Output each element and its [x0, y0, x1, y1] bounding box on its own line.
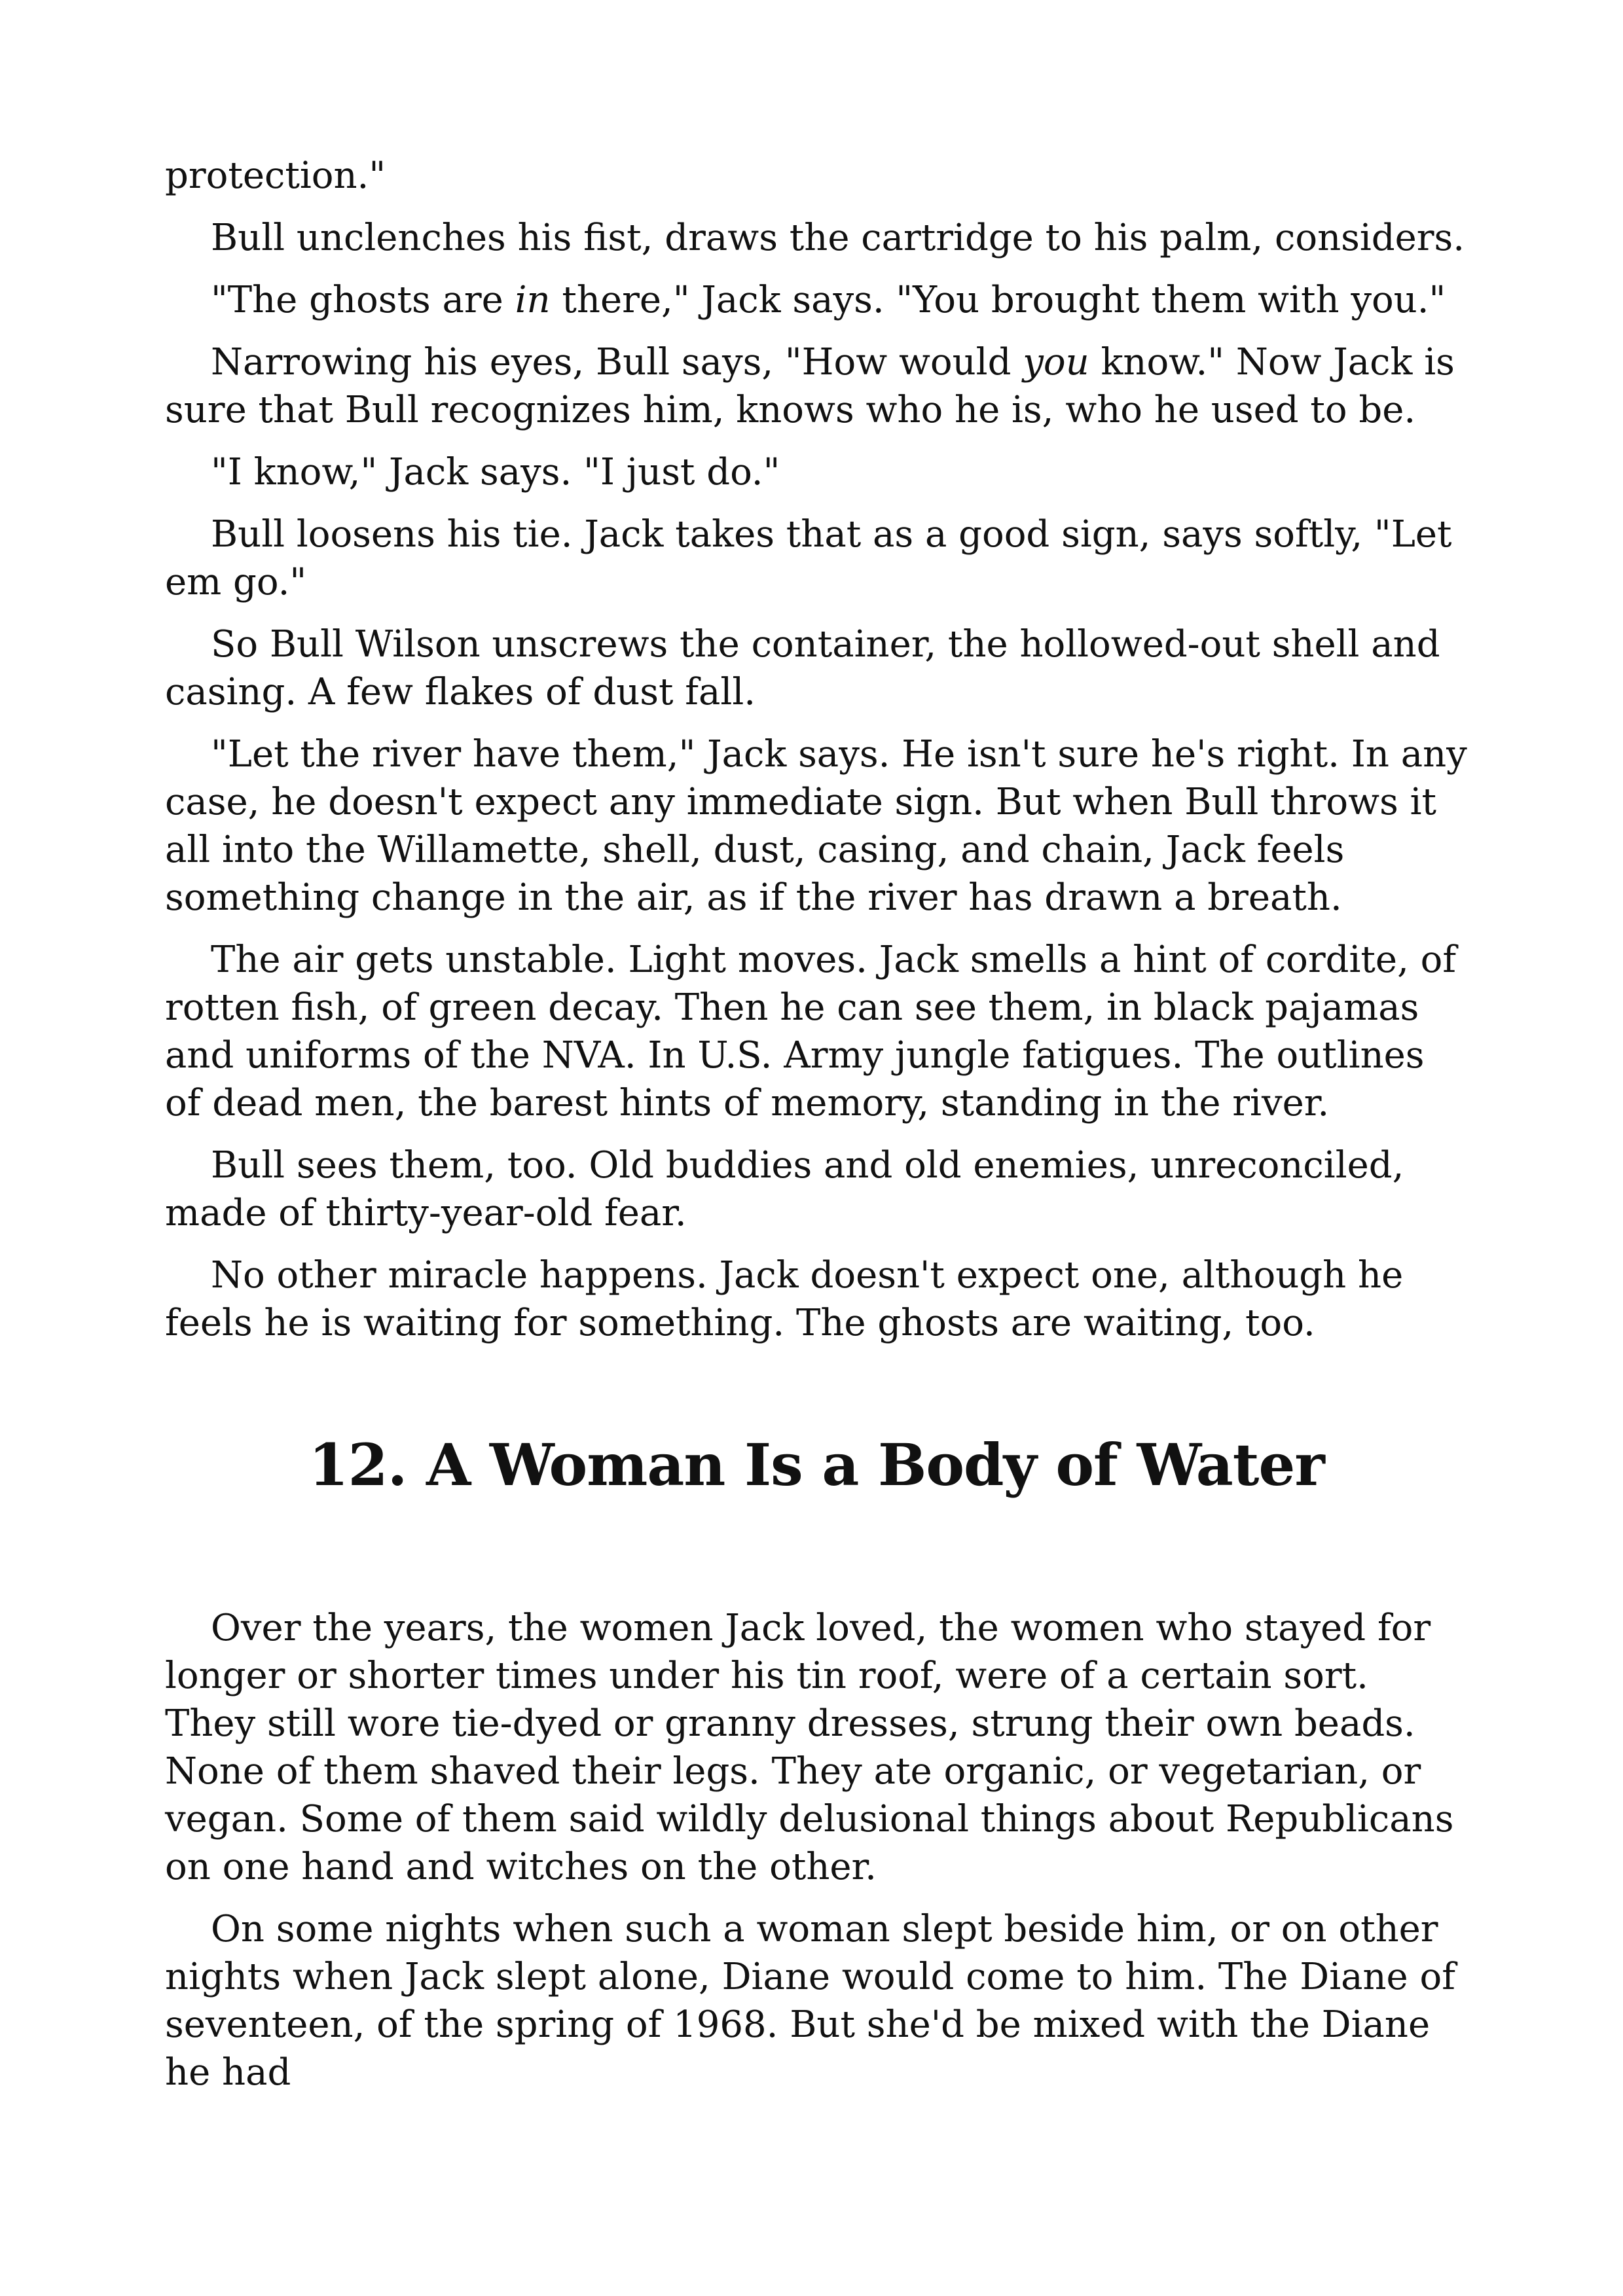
italic-word: in — [515, 279, 551, 321]
book-page — [165, 152, 1468, 2111]
paragraph: So Bull Wilson unscrews the container, the hollowed-out shell and casing. A few flakes of dust fall. — [165, 623, 1440, 713]
paragraph: Bull sees them, too. Old buddies and old enemies, unreconciled, made of thirty-year-old fear. — [165, 1144, 1404, 1234]
paragraph: "Let the river have them," Jack says. He isn't sure he's right. In any case, he doesn't expect any immediate sign. But when Bull throws it all into the Willamette, shell, dust, casing, and chain, Jack feels something change in the air, as if the river has drawn a breath. — [165, 733, 1467, 919]
paragraph: The air gets unstable. Light moves. Jack smells a hint of cordite, of rotten fish, of green decay. Then he can see them, in black pajamas and uniforms of the NVA. In U.S. Army jungle fatigues. The outlines of dead men, the barest hints of memory, standing in the river. — [165, 939, 1457, 1124]
paragraph — [165, 276, 1468, 324]
paragraph — [165, 338, 1468, 434]
italic-word: you — [1023, 341, 1089, 384]
paragraph: On some nights when such a woman slept beside him, or on other nights when Jack slept alone, Diane would come to him. The Diane of seventeen, of the spring of 1968. But she'd be mixed with the Diane he had — [165, 1908, 1455, 2094]
paragraph: Over the years, the women Jack loved, the women who stayed for longer or shorter times under his tin roof, were of a certain sort. They still wore tie-dyed or granny dresses, strung their own beads. None of them shaved their legs. They ate organic, or vegetarian, or vegan. Some of them said wildly delusional things about Republicans on one hand and witches on the other. — [165, 1607, 1454, 1888]
paragraph: protection." — [165, 154, 386, 197]
text-run: there," Jack says. "You brought them with you." — [550, 279, 1446, 321]
paragraph: Bull unclenches his fist, draws the cartridge to his palm, considers. — [211, 217, 1465, 259]
text-run: Narrowing his eyes, Bull says, "How would — [211, 341, 1023, 384]
text-run: know." Now Jack is sure that Bull recognizes him, knows who he is, who he used to be. — [165, 341, 1455, 431]
paragraph: "I know," Jack says. "I just do." — [211, 451, 780, 493]
paragraph: Bull loosens his tie. Jack takes that as a good sign, says softly, "Let em go." — [165, 513, 1452, 603]
text-run: "The ghosts are — [211, 279, 515, 321]
chapter-title: 12. A Woman Is a Body of Water — [308, 1431, 1324, 1499]
paragraph: No other miracle happens. Jack doesn't expect one, although he feels he is waiting for something. The ghosts are waiting, too. — [165, 1254, 1404, 1344]
